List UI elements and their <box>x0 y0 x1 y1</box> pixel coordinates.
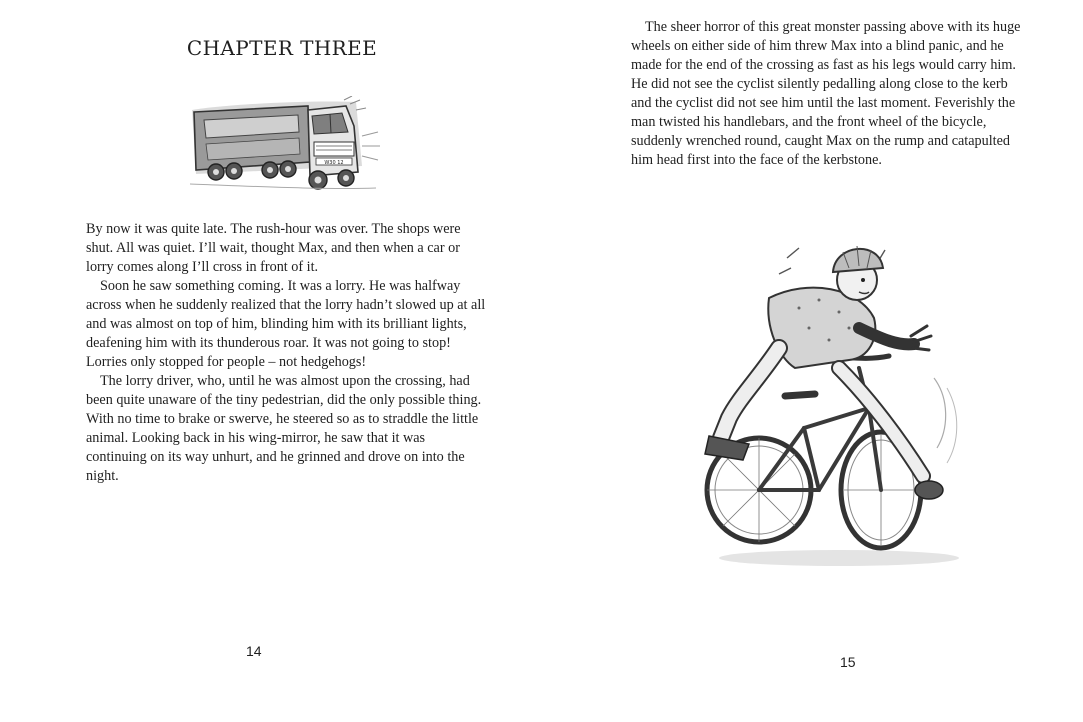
lorry-illustration <box>186 96 382 194</box>
paragraph: The lorry driver, who, until he was almost upon the crossing, had been quite unaware of the tiny pedestrian, did the only possible thing. With no time to brake or swerve, he steered so as to straddle the little animal. Looking back in his wing-mirror, he saw that it was continuing on its way unhurt, and he grinned and drove on into the night. <box>86 373 482 484</box>
page-number: 14 <box>246 643 262 659</box>
paragraph: Soon he saw something coming. It was a lorry. He was halfway across when he suddenly realized that the lorry hadn’t slowed up at all and was almost on top of him, blinding him with its brilliant lights, deafening him with its thunderous roar. It was not going to stop! Lorries only stopped for people – not hedgehogs! <box>86 278 486 370</box>
right-page <box>541 0 1083 722</box>
lorry-plate-text: W30 12 <box>324 160 344 166</box>
paragraph: The sheer horror of this great monster passing above with its huge wheels on either side of him threw Max into a blind panic, and he made for the end of the crossing as fast as his legs would carry him. He did not see the cyclist silently pedalling along close to the kerb and the cyclist did not see him until the last moment. Feverishly the man twisted his handlebars, and the front wheel of the bicycle, suddenly wrenched round, caught Max on the rump and catapulted him head first into the face of the kerbstone. <box>631 19 1021 168</box>
cyclist-illustration <box>699 228 969 568</box>
paragraph: By now it was quite late. The rush-hour was over. The shops were shut. All was quiet. I’ll wait, thought Max, and then when a car or lorry comes along I’ll cross in front of it. <box>86 221 461 275</box>
left-page-text <box>86 220 486 486</box>
left-page <box>0 0 541 722</box>
right-page-text <box>631 18 1027 170</box>
chapter-title: CHAPTER THREE <box>186 36 378 60</box>
page-number: 15 <box>840 654 856 670</box>
